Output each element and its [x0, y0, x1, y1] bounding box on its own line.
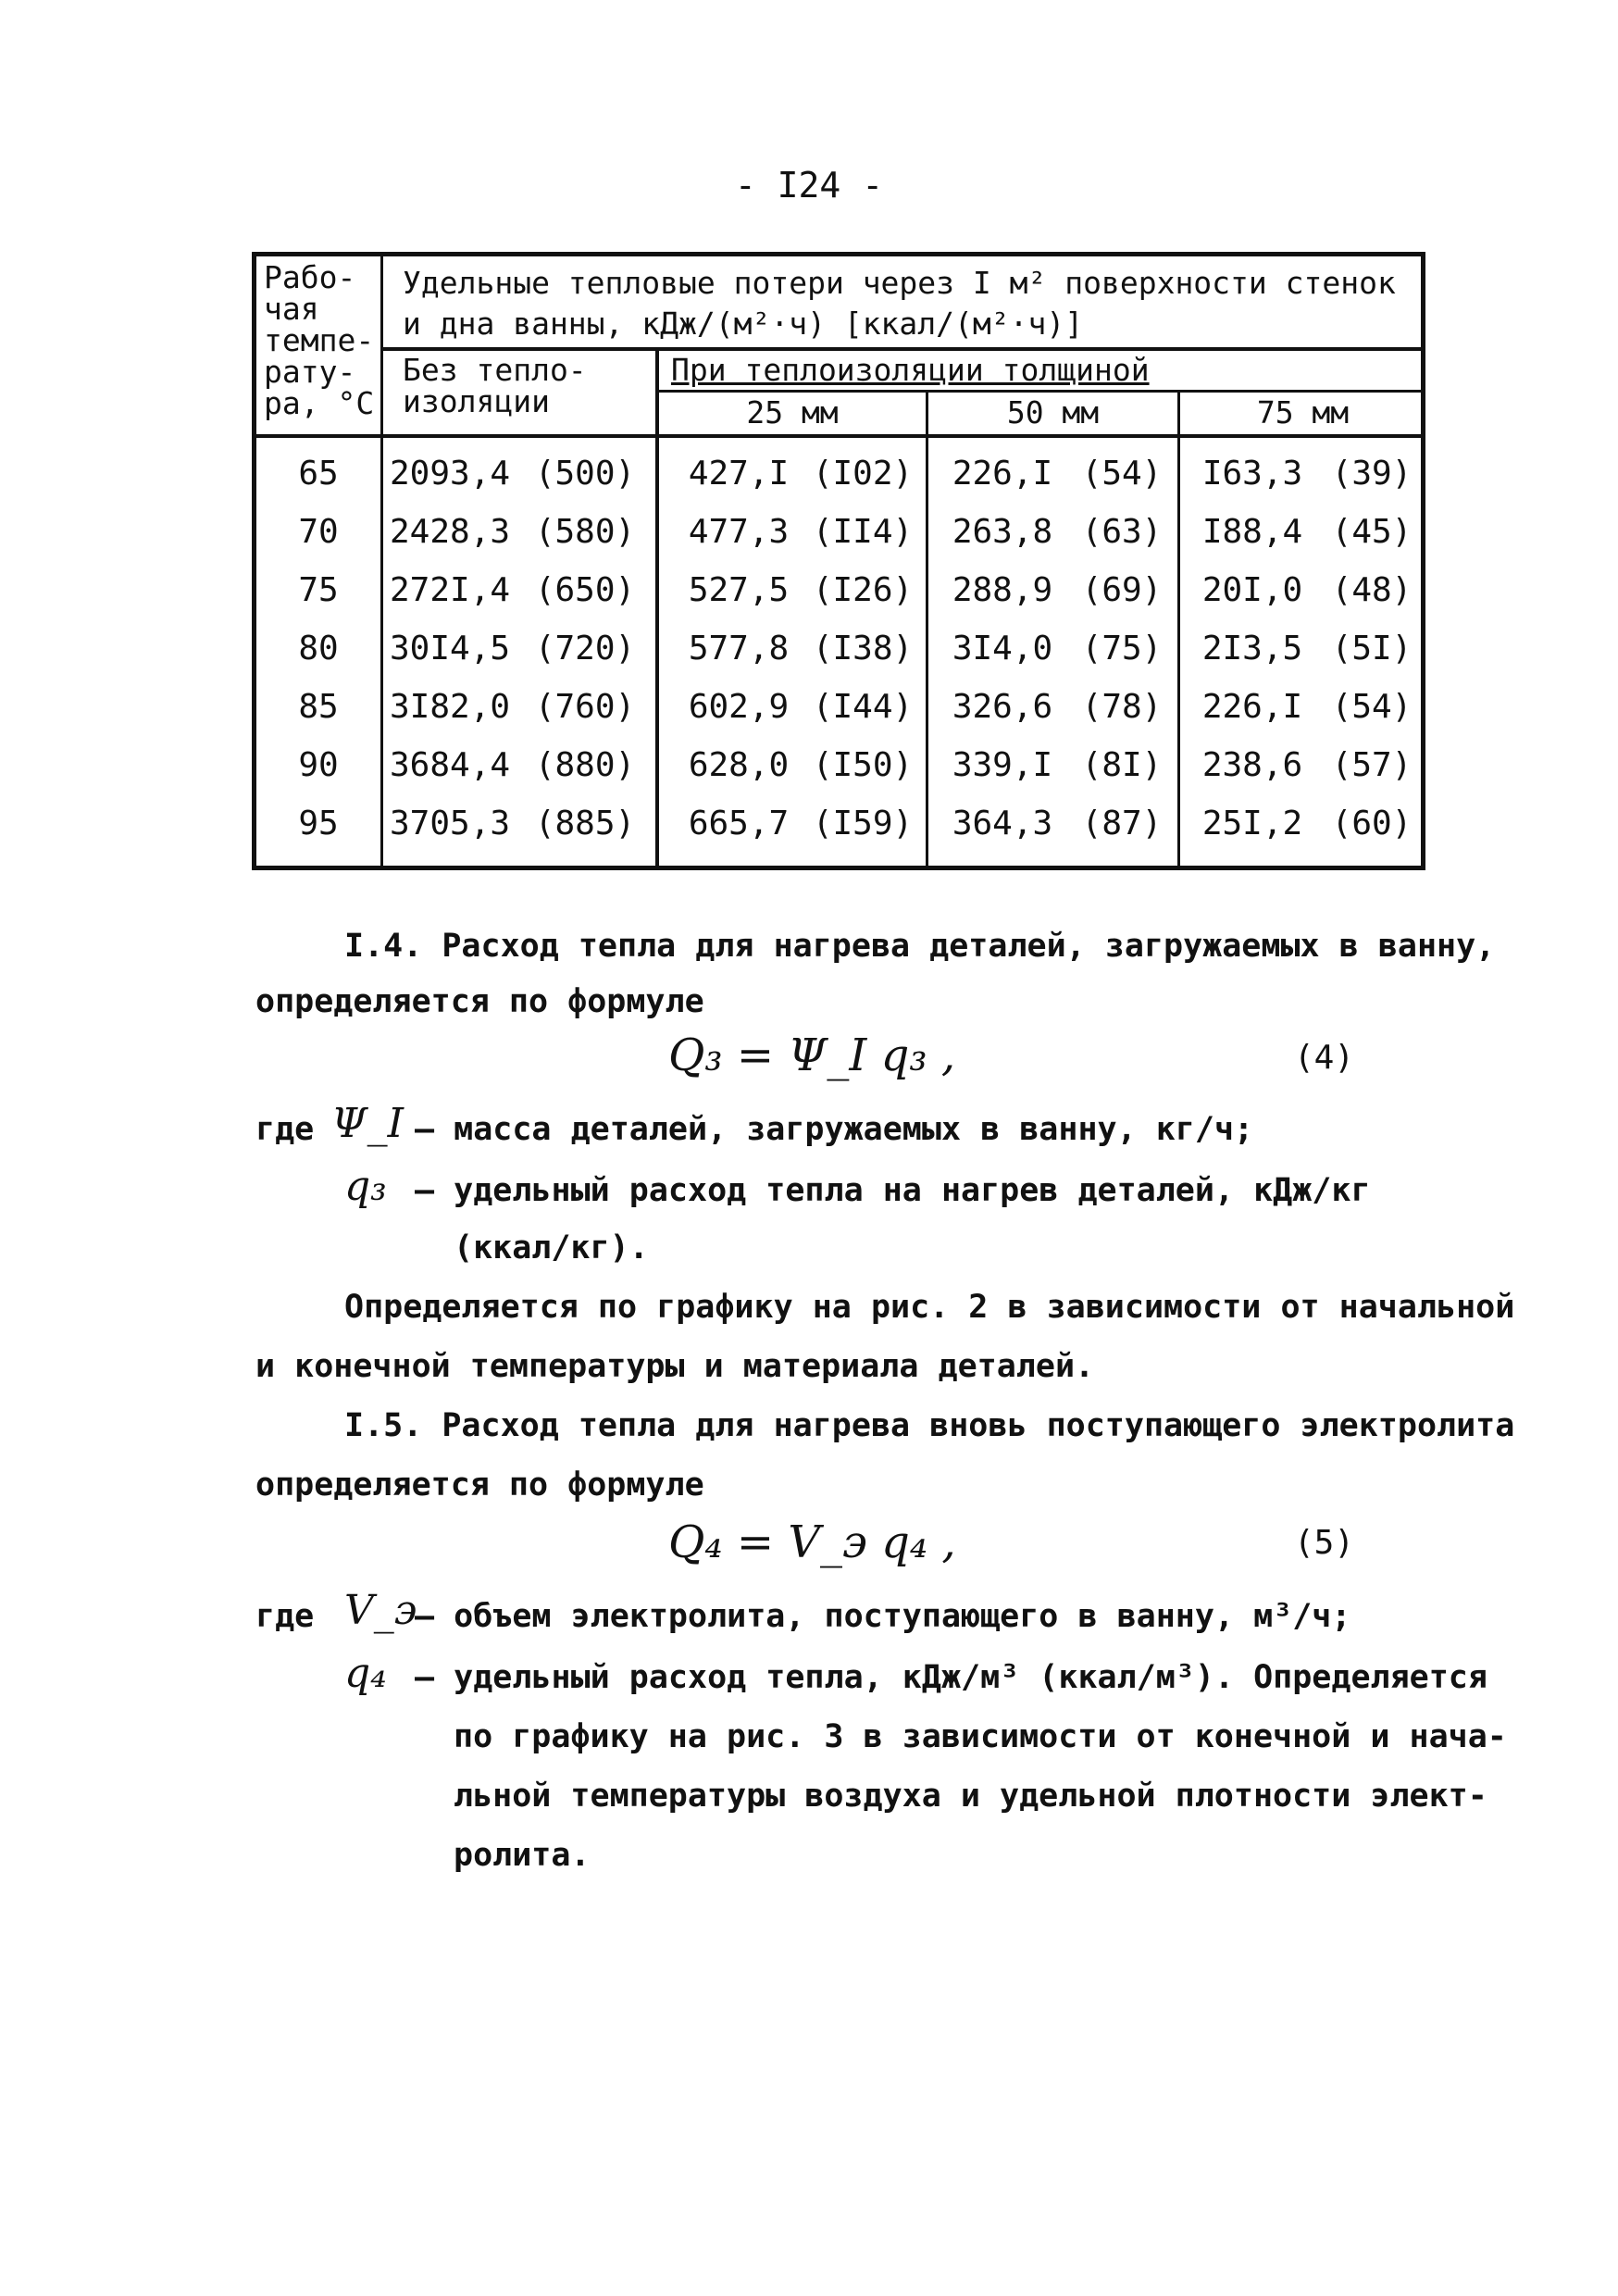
cell-value-kj: 339,I: [952, 746, 1053, 784]
col-temperature-header: Рабо- чая темпе- рату- ра, °С: [264, 259, 375, 421]
cell-temperature: 70: [298, 513, 339, 551]
symbol-psi-1: Ψ_I: [331, 1100, 404, 1147]
thickness-25: 25 мм: [746, 394, 839, 430]
cell-value-kj: 2I3,5: [1201, 630, 1303, 668]
section-1-4-line1: I.4. Расход тепла для нагрева деталей, загружаемых в ванну,: [344, 928, 1496, 965]
cell-temperature: 80: [298, 630, 339, 668]
cell-temperature: 90: [298, 746, 339, 784]
cell-value-kcal: (54): [1081, 455, 1163, 493]
cell-value-kj: 2428,3: [390, 513, 511, 551]
cell-value-kcal: (78): [1081, 688, 1163, 726]
symbol-v-e: V_э: [344, 1587, 417, 1634]
def-q4-l4: ролита.: [454, 1837, 591, 1874]
cell-value-kj: 263,8: [952, 513, 1053, 551]
cell-value-kcal: (I26): [812, 571, 914, 609]
cell-value-kcal: (I44): [812, 688, 914, 726]
heat-loss-table: [252, 252, 1425, 870]
note-line2: и конечной температуры и материала деталей.: [255, 1348, 1095, 1385]
cell-value-kj: 364,3: [952, 805, 1053, 842]
formula-4: Q₃ = Ψ_I q₃ ,: [668, 1029, 956, 1081]
def-q4: – удельный расход тепла, кДж/м³ (ккал/м³). Определяется: [415, 1659, 1487, 1696]
cell-value-kj: 602,9: [688, 688, 790, 726]
symbol-q3: q₃: [344, 1163, 387, 1210]
cell-value-kj: 427,I: [688, 455, 790, 493]
cell-value-kj: 326,6: [952, 688, 1053, 726]
thickness-50: 50 мм: [1006, 394, 1100, 430]
cell-value-kcal: (760): [534, 688, 636, 726]
def-q3: – удельный расход тепла на нагрев деталей, кДж/кг: [415, 1172, 1371, 1209]
top-header-line2: и дна ванны, кДж/(м²·ч) [ккал/(м²·ч)]: [403, 306, 1084, 342]
cell-value-kcal: (69): [1081, 571, 1163, 609]
cell-value-kcal: (8I): [1081, 746, 1163, 784]
cell-value-kj: 20I,0: [1201, 571, 1303, 609]
cell-value-kcal: (720): [534, 630, 636, 668]
with-insulation-header: При теплоизоляции толщиной: [671, 352, 1150, 388]
cell-value-kj: 3I82,0: [390, 688, 511, 726]
cell-value-kcal: (75): [1081, 630, 1163, 668]
cell-value-kcal: (I38): [812, 630, 914, 668]
where-label-2: где: [255, 1598, 315, 1635]
cell-value-kcal: (48): [1331, 571, 1413, 609]
symbol-q4: q₄: [344, 1650, 387, 1697]
cell-temperature: 65: [298, 455, 339, 493]
cell-value-kcal: (650): [534, 571, 636, 609]
cell-value-kcal: (57): [1331, 746, 1413, 784]
page-number: - I24 -: [734, 165, 884, 206]
def-q4-l3: льной температуры воздуха и удельной плотности элект-: [454, 1778, 1487, 1815]
cell-value-kcal: (5I): [1331, 630, 1413, 668]
section-1-5-line2: определяется по формуле: [255, 1466, 704, 1504]
cell-value-kj: 628,0: [688, 746, 790, 784]
section-1-5-line1: I.5. Расход тепла для нагрева вновь поступающего электролита: [344, 1407, 1515, 1444]
cell-value-kcal: (I59): [812, 805, 914, 842]
cell-value-kj: 527,5: [688, 571, 790, 609]
row-divider: [380, 347, 1425, 351]
formula-4-number: (4): [1294, 1039, 1355, 1077]
cell-value-kcal: (60): [1331, 805, 1413, 842]
cell-value-kj: 577,8: [688, 630, 790, 668]
no-insulation-header: Без тепло- изоляции: [403, 352, 587, 419]
def-q3-cont: (ккал/кг).: [454, 1229, 649, 1267]
cell-value-kj: 3684,4: [390, 746, 511, 784]
cell-value-kj: 2093,4: [390, 455, 511, 493]
where-label: где: [255, 1111, 315, 1148]
col-divider: [926, 392, 928, 870]
cell-value-kj: 25I,2: [1201, 805, 1303, 842]
formula-5-number: (5): [1294, 1524, 1355, 1562]
cell-value-kj: I88,4: [1201, 513, 1303, 551]
def-q4-l2: по графику на рис. 3 в зависимости от конечной и нача-: [454, 1718, 1507, 1755]
formula-5: Q₄ = V_э q₄ ,: [668, 1516, 956, 1568]
row-divider: [256, 434, 1425, 438]
cell-value-kcal: (500): [534, 455, 636, 493]
cell-value-kj: I63,3: [1201, 455, 1303, 493]
cell-value-kcal: (39): [1331, 455, 1413, 493]
col-divider: [1177, 392, 1180, 870]
cell-temperature: 85: [298, 688, 339, 726]
cell-value-kj: 238,6: [1201, 746, 1303, 784]
cell-temperature: 75: [298, 571, 339, 609]
cell-value-kcal: (880): [534, 746, 636, 784]
cell-value-kcal: (580): [534, 513, 636, 551]
cell-value-kj: 665,7: [688, 805, 790, 842]
cell-value-kj: 226,I: [952, 455, 1053, 493]
cell-value-kcal: (63): [1081, 513, 1163, 551]
cell-value-kj: 30I4,5: [390, 630, 511, 668]
note-line1: Определяется по графику на рис. 2 в зависимости от начальной: [344, 1289, 1515, 1326]
section-1-4-line2: определяется по формуле: [255, 983, 704, 1020]
def-psi-1: – масса деталей, загружаемых в ванну, кг/ч;: [415, 1111, 1254, 1148]
top-header-line1: Удельные тепловые потери через I м² поверхности стенок: [403, 265, 1396, 301]
cell-value-kj: 3705,3: [390, 805, 511, 842]
cell-value-kcal: (54): [1331, 688, 1413, 726]
row-divider: [657, 390, 1425, 393]
thickness-75: 75 мм: [1256, 394, 1350, 430]
cell-value-kcal: (II4): [812, 513, 914, 551]
cell-value-kj: 288,9: [952, 571, 1053, 609]
cell-temperature: 95: [298, 805, 339, 842]
cell-value-kcal: (I50): [812, 746, 914, 784]
cell-value-kj: 272I,4: [390, 571, 511, 609]
cell-value-kcal: (885): [534, 805, 636, 842]
cell-value-kcal: (I02): [812, 455, 914, 493]
cell-value-kj: 226,I: [1201, 688, 1303, 726]
cell-value-kcal: (45): [1331, 513, 1413, 551]
cell-value-kcal: (87): [1081, 805, 1163, 842]
def-v-e: – объем электролита, поступающего в ванну, м³/ч;: [415, 1598, 1351, 1635]
cell-value-kj: 477,3: [688, 513, 790, 551]
cell-value-kj: 3I4,0: [952, 630, 1053, 668]
